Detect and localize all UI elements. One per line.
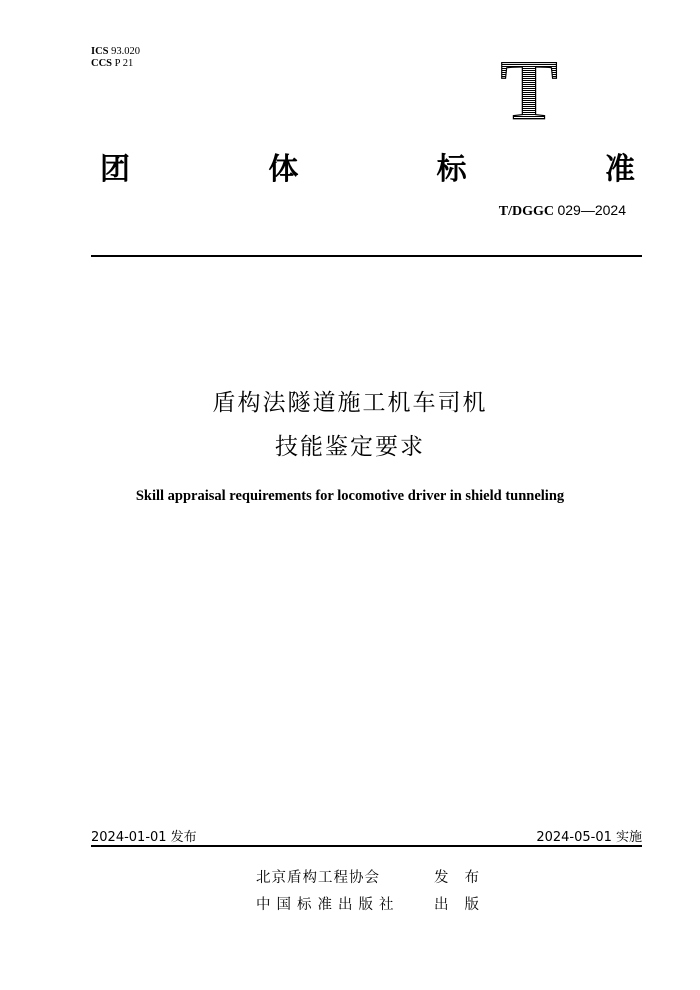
heading-char-4: 准 — [604, 152, 635, 187]
standard-type-heading — [100, 150, 635, 190]
title-line-1: 盾构法隧道施工机车司机 — [212, 390, 488, 416]
standard-number-suffix: 029—2024 — [557, 202, 626, 218]
heading-char-2: 体 — [268, 152, 299, 187]
ccs-line: CCS P 21 — [91, 58, 134, 69]
standard-type-logo — [500, 52, 558, 124]
logo-letter: T — [500, 52, 558, 124]
heading-char-1: 团 — [100, 152, 130, 187]
publisher-action: 出版 — [434, 897, 495, 913]
bottom-divider — [91, 845, 642, 847]
heading-char-3: 标 — [436, 152, 467, 187]
ics-line: ICS 93.020 — [91, 46, 141, 57]
publish-date: 2024-01-01 发布 — [91, 830, 197, 845]
top-divider — [91, 255, 642, 257]
standard-number-prefix: T/DGGC — [498, 204, 554, 219]
issuer-action: 发布 — [434, 870, 495, 886]
classification-codes — [91, 46, 140, 70]
issuer-name: 北京盾构工程协会 — [256, 870, 380, 886]
title-line-2: 技能鉴定要求 — [275, 434, 425, 460]
english-title: Skill appraisal requirements for locomotive driver in shield tunneling — [135, 488, 565, 504]
standard-number — [499, 202, 626, 220]
publisher-name: 中国标准出版社 — [256, 897, 400, 913]
implement-date: 2024-05-01 实施 — [536, 830, 642, 845]
